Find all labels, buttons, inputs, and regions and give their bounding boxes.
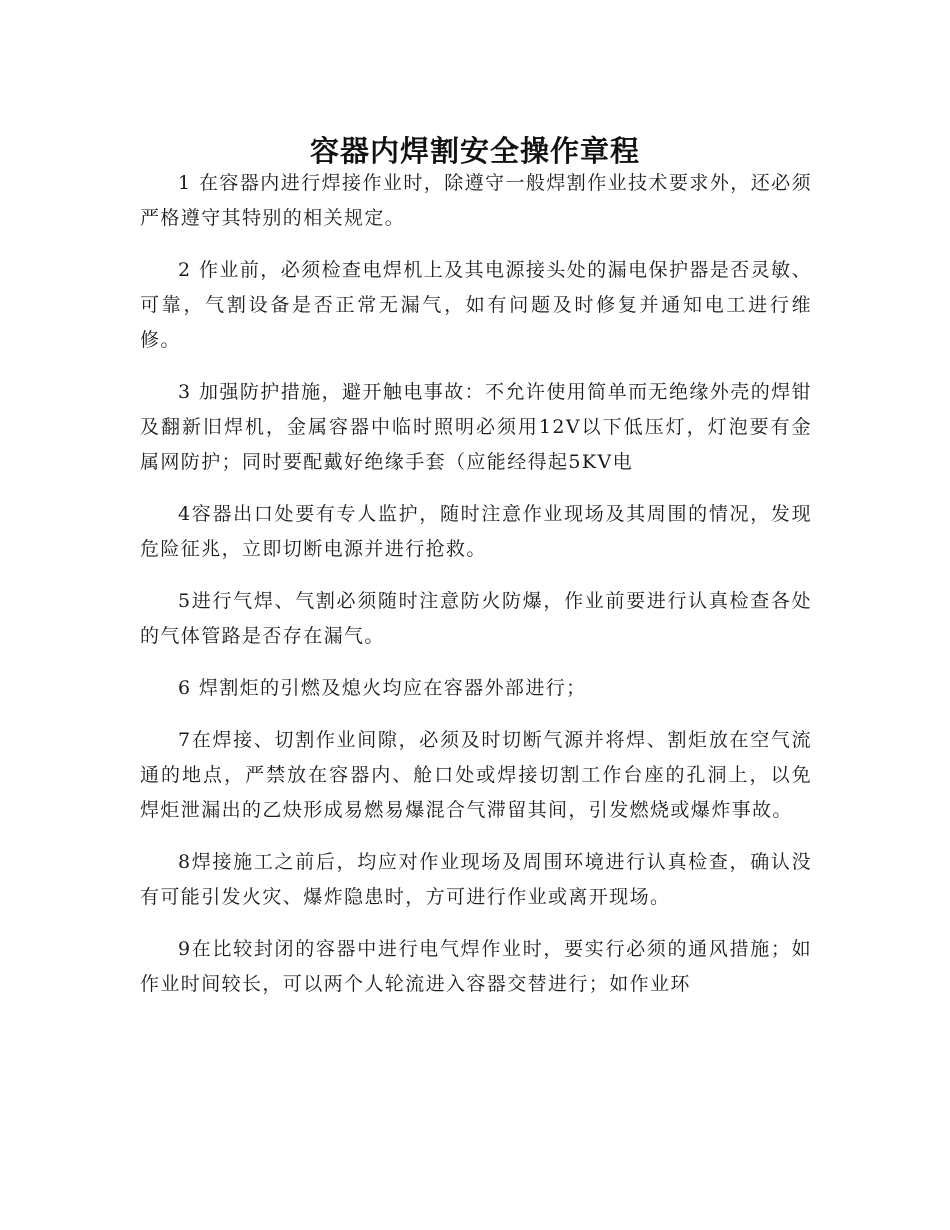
paragraph-6: 6 焊割炬的引燃及熄火均应在容器外部进行；: [178, 677, 587, 699]
paragraph-3: 3 加强防护措施，避开触电事故：不允许使用简单而无绝缘外壳的焊钳及翻新旧焊机，金属容器中临时照明必须用12V以下低压灯，灯泡要有金属网防护；同时要配戴好绝缘手套（应能经得起5KV电: [140, 381, 812, 473]
paragraph-7: 7在焊接、切割作业间隙，必须及时切断气源并将焊、割炬放在空气流通的地点，严禁放在容器内、舱口处或焊接切割工作台座的孔洞上，以免焊炬泄漏出的乙炔形成易燃易爆混合气滞留其间，引发燃烧或爆炸事故。: [140, 729, 812, 821]
paragraph-8: 8焊接施工之前后，均应对作业现场及周围环境进行认真检查，确认没有可能引发火灾、爆炸隐患时，方可进行作业或离开现场。: [140, 851, 812, 908]
paragraph-2: 2 作业前，必须检查电焊机上及其电源接头处的漏电保护器是否灵敏、可靠，气割设备是否正常无漏气，如有问题及时修复并通知电工进行维修。: [140, 259, 812, 351]
paragraph-1: 1 在容器内进行焊接作业时，除遵守一般焊割作业技术要求外，还必须严格遵守其特别的相关规定。: [140, 172, 812, 229]
paragraph-9: 9在比较封闭的容器中进行电气焊作业时，要实行必须的通风措施；如作业时间较长，可以两个人轮流进入容器交替进行；如作业环: [140, 938, 812, 995]
paragraph-4: 4容器出口处要有专人监护，随时注意作业现场及其周围的情况，发现危险征兆，立即切断电源并进行抢救。: [140, 503, 812, 560]
document-body: [140, 166, 812, 1019]
paragraph-5: 5进行气焊、气割必须随时注意防火防爆，作业前要进行认真检查各处的气体管路是否存在漏气。: [140, 590, 812, 647]
document-title: 容器内焊割安全操作章程: [309, 134, 640, 169]
